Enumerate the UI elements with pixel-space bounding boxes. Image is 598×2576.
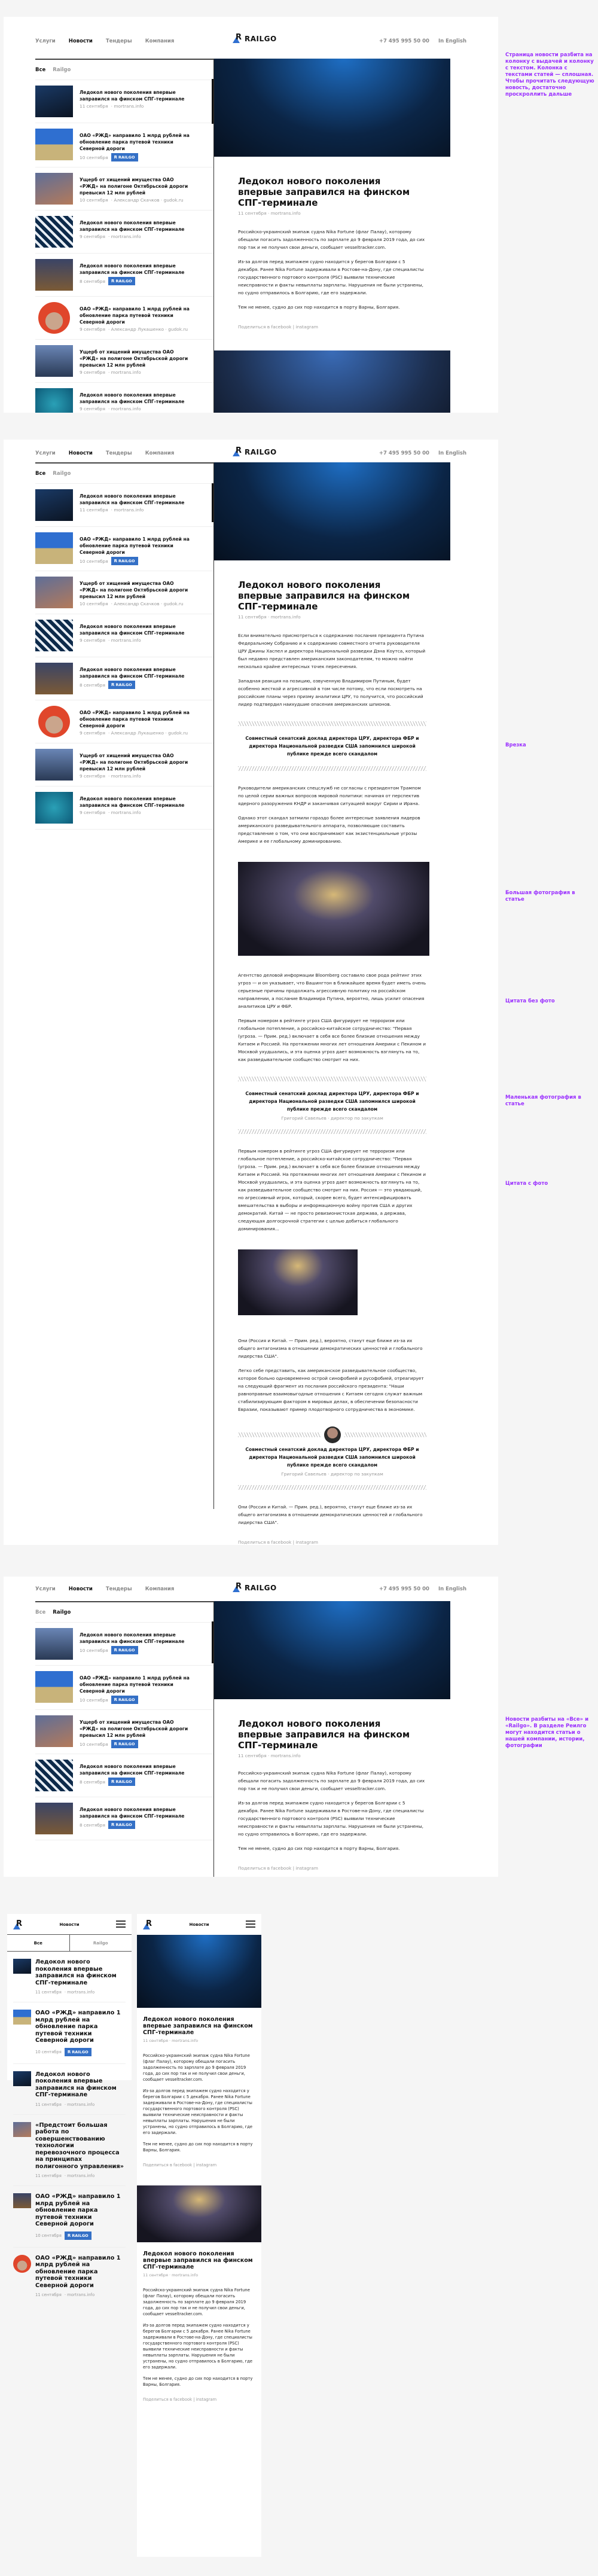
- list-item[interactable]: Ущерб от хищений имущества ОАО «РЖД» на полигоне Октябрьской дороги превысил 12 млн рублей 9 сентября · mortrans.info: [35, 743, 213, 786]
- header: Услуги Новости Тендеры Компания R RAILGO +7 495 995 50 00 In English: [35, 440, 498, 481]
- list-item[interactable]: Ледокол нового поколения впервые заправился на финском СПГ-терминале 9 сентября · mortrans.info: [35, 614, 213, 657]
- nav-services[interactable]: Услуги: [35, 38, 56, 44]
- quote-avatar: [324, 1426, 341, 1443]
- list-item[interactable]: ОАО «РЖД» направило 1 млрд рублей на обновление парка путевой техники Северной дороги 10 сентября R RAILGO: [35, 527, 213, 571]
- list-item[interactable]: Ледокол нового поколения впервые заправился на финском СПГ-терминале 11 сентября · mortrans.info: [35, 80, 213, 123]
- mobile-list-frame: R Новости Все Railgo Ледокол нового поколения впервые заправился на финском СПГ-терминале 11 сентября · mortrans.info ОАО «РЖД» направило 1 млрд рублей на обновление парка путевой техники Северной дороги 10 сентября R RAILGO Ледокол нового поколения впервые заправился на финском СПГ-терминале 11 сентября · mortrans.info «Предстоит большая работа по совершенствованию технологии перевозочного процесса на принципах полигонного управления» 11 сентября · mortrans.info ОАО «РЖД» направило 1 млрд рублей на обновление парка путевой техники Северной дороги 10 сентября R RAILGO ОАО «РЖД» направило 1 млрд рублей на обновление парка путевой техники Северной дороги 11 сентября · mortrans.info: [7, 1914, 132, 2080]
- list-item[interactable]: Ледокол нового поколения впервые заправился на финском СПГ-терминале 8 сентября R RAILGO: [35, 1797, 213, 1840]
- nav-tenders[interactable]: Тендеры: [105, 38, 132, 44]
- list-item[interactable]: Ледокол нового поколения впервые заправился на финском СПГ-терминале 8 сентября R RAILGO: [35, 657, 213, 700]
- list-item[interactable]: Ущерб от хищений имущества ОАО «РЖД» на полигоне Октябрьской дороги превысил 12 млн рублей 10 сентября · Александр Скачков · gudok.ru: [35, 167, 213, 211]
- share-facebook[interactable]: Поделиться в facebook: [238, 324, 292, 330]
- news-list: Все Railgo Ледокол нового поколения впервые заправился на финском СПГ-терминале 10 сентября R RAILGO ОАО «РЖД» направило 1 млрд рублей на обновление парка путевой техники Северной дороги 10 сентября R RAILGO Ущерб от хищений имущества ОАО «РЖД» на полигоне Октябрьской дороги превысил 12 млн рублей 10 сентября R RAILGO Ледокол нового поколения впервые заправился на финском СПГ-терминале 8 сентября R RAILGO Ледокол нового поколения впервые заправился на финском СПГ-терминале 8 сентября R RAILGO: [35, 1601, 213, 1840]
- list-item[interactable]: ОАО «РЖД» направило 1 млрд рублей на обновление парка путевой техники Северной дороги 11 сентября · mortrans.info: [13, 2248, 126, 2305]
- avatar: [38, 302, 70, 334]
- list-item[interactable]: Ледокол нового поколения впервые заправился на финском СПГ-терминале 8 сентября R RAILGO: [35, 1754, 213, 1797]
- article-large-photo: [238, 862, 429, 956]
- mobile-article-frame: R Новости Ледокол нового поколения впервые заправился на финском СПГ-терминале 11 сентября · mortrans.info Российско-украинский экипаж судна Nika Fortune (флаг Палау), которому обещали погасить задолженность по зарплате до 9 февраля 2019 года, до сих пор так и не получил свои деньги, сообщает vesseltracker.com. Из-за долгов перед экипажем судно находится у берегов Болгарии с 5 декабря. Ранее Nika Fortune задерживали в Ростове-на-Дону, где специалисты государственного портового контроля (PSC) выявили технические неисправности и факты невыплаты зарплаты. Нарушения не были устранены, но судно отправилось в Болгарию, где его задержали. Тем не менее, судно до сих пор находится в порту Варны, Болгария. Поделиться в facebook | instagram Ледокол нового поколения впервые заправился на финском СПГ-терминале 11 сентября · mortrans.info Российско-украинский экипаж судна Nika Fortune (флаг Палау), которому обещали погасить задолженность по зарплате до 9 февраля 2019 года, до сих пор так и не получил свои деньги, сообщает vesseltracker.com. Из-за долгов перед экипажем судно находится у берегов Болгарии с 5 декабря. Ранее Nika Fortune задерживали в Ростове-на-Дону, где специалисты государственного портового контроля (PSC) выявили технические неисправности и факты невыплаты зарплаты. Нарушения не были устранены, но судно отправилось в Болгарию, где его задержали. Тем не менее, судно до сих пор находится в порту Варны, Болгария. Поделиться в facebook | instagram: [137, 1914, 261, 2557]
- list-scrollbar[interactable]: [212, 483, 213, 522]
- next-article-image: [214, 350, 450, 413]
- thumb-image: [35, 216, 73, 248]
- share-instagram[interactable]: instagram: [295, 324, 318, 330]
- list-item[interactable]: Ледокол нового поколения впервые заправился на финском СПГ-терминале 11 сентября · mortrans.info: [35, 484, 213, 527]
- list-item[interactable]: ОАО «РЖД» направило 1 млрд рублей на обновление парка путевой техники Северной дороги 9 сентября · Александр Лукашенко · gudok.ru: [35, 297, 213, 340]
- thumb-image: [35, 388, 73, 413]
- article-small-photo: [238, 1249, 358, 1315]
- tab-all[interactable]: Все: [35, 66, 46, 73]
- quote-author: Григорий Савельев · директор по закупкам: [281, 1115, 383, 1121]
- railgo-logo-icon: [233, 35, 242, 43]
- thumb-image: [35, 173, 73, 205]
- thumb-image: [35, 345, 73, 377]
- quote-text: Совместный сенатский доклад директора ЦРУ, директора ФБР и директора Национальной разведки США запомнился широкой публике прежде всего скандалом: [245, 1091, 419, 1112]
- news-list: [35, 59, 213, 413]
- inset-block: Совместный сенатский доклад директора ЦРУ, директора ФБР и директора Национальной разведки США запомнился широкой публике прежде всего скандалом: [245, 736, 419, 757]
- share-facebook[interactable]: Поделиться в facebook: [238, 1539, 292, 1545]
- lang-switch[interactable]: In English: [438, 38, 466, 44]
- hatch-divider: [238, 1485, 426, 1490]
- thumb-image: [35, 259, 73, 291]
- article-column: Ледокол нового поколения впервые заправился на финском СПГ-терминале 11 сентября · mortrans.info Российско-украинский экипаж судна Nika Fortune (флаг Палау), которому обещали погасить задолженность по зарплате до 9 февраля 2019 года, до сих пор так и не получил свои деньги, сообщает vesseltracker.com. Из-за долгов перед экипажем судно находится у берегов Болгарии с 5 декабря. Ранее Nika Fortune задерживали в Ростове-на-Дону, где специалисты государственного портового контроля (PSC) выявили технические неисправности и факты невыплаты зарплаты. Нарушения не были устранены, но судно отправилось в Болгарию, где его задержали. Тем не менее, судно до сих пор находится в порту Варны, Болгария. Поделиться в facebook | instagram: [214, 59, 450, 413]
- annotation-large-photo: Большая фотография в статье: [505, 890, 575, 903]
- desktop-frame-1: [4, 17, 498, 413]
- list-item[interactable]: Ледокол нового поколения впервые заправился на финском СПГ-терминале 11 сентября · mortrans.info: [13, 1952, 126, 2002]
- list-scrollbar[interactable]: [212, 1621, 213, 1663]
- list-item[interactable]: Ледокол нового поколения впервые заправился на финском СПГ-терминале 9 сентября · mortrans.info: [35, 786, 213, 830]
- nav-company[interactable]: Компания: [145, 38, 175, 44]
- article-column: Ледокол нового поколения впервые заправился на финском СПГ-терминале 11 сентября · mortrans.info Российско-украинский экипаж судна Nika Fortune (флаг Палау), которому обещали погасить задолженность по зарплате до 9 февраля 2019 года, до сих пор так и не получил свои деньги, сообщает vesseltracker.com. Из-за долгов перед экипажем судно находится у берегов Болгарии с 5 декабря. Ранее Nika Fortune задерживали в Ростове-на-Дону, где специалисты государственного портового контроля (PSC) выявили технические неисправности и факты невыплаты зарплаты. Нарушения не были устранены, но судно отправилось в Болгарию, где его задержали. Тем не менее, судно до сих пор находится в порту Варны, Болгария. Поделиться в facebook | instagram: [214, 1601, 450, 1871]
- list-item[interactable]: Ледокол нового поколения впервые заправился на финском СПГ-терминале 9 сентября · mortrans.info: [35, 383, 213, 413]
- phone-link[interactable]: +7 495 995 50 00: [379, 38, 429, 44]
- list-item[interactable]: Ледокол нового поколения впервые заправился на финском СПГ-терминале 9 сентября · mortrans.info: [35, 211, 213, 254]
- tab-railgo[interactable]: Railgo: [53, 66, 71, 73]
- thumb-image: [35, 129, 73, 160]
- share-links: Поделиться в facebook | instagram: [238, 324, 318, 330]
- header: [35, 17, 498, 59]
- list-item[interactable]: ОАО «РЖД» направило 1 млрд рублей на обновление парка путевой техники Северной дороги 10 сентября R RAILGO: [13, 2002, 126, 2064]
- hatch-divider: [238, 1129, 426, 1134]
- annotation-quote-photo: Цитата с фото: [505, 1181, 548, 1187]
- menu-icon[interactable]: [246, 1920, 255, 1928]
- list-item[interactable]: Ущерб от хищений имущества ОАО «РЖД» на полигоне Октябрьской дороги превысил 12 млн рублей 10 сентября R RAILGO: [35, 1710, 213, 1754]
- railgo-badge: R RAILGO: [108, 277, 135, 285]
- railgo-badge: R RAILGO: [111, 153, 138, 161]
- list-item[interactable]: ОАО «РЖД» направило 1 млрд рублей на обновление парка путевой техники Северной дороги 10 сентября R RAILGO: [13, 2186, 126, 2248]
- thumb-image: [35, 86, 73, 117]
- main-nav: [35, 38, 174, 44]
- tab-all[interactable]: Все: [33, 1940, 42, 1946]
- list-scrollbar[interactable]: [212, 79, 213, 124]
- hatch-divider: [238, 721, 426, 726]
- tab-railgo[interactable]: Railgo: [69, 1935, 132, 1951]
- share-instagram[interactable]: instagram: [295, 1539, 318, 1545]
- article-hero-image: [137, 1935, 261, 2008]
- list-item[interactable]: ОАО «РЖД» направило 1 млрд рублей на обновление парка путевой техники Северной дороги 10 сентября R RAILGO: [35, 1666, 213, 1710]
- annotation-layout: Страница новости разбита на колонку с выдачей и колонку с текстом. Колонка с текстами статей — сплошная. Чтобы прочитать следующую новость, достаточно проскроллить дальше: [505, 52, 594, 97]
- list-item[interactable]: «Предстоит большая работа по совершенствованию технологии перевозочного процесса на принципах полигонного управления» 11 сентября · mortrans.info: [13, 2115, 126, 2187]
- news-list: Все Railgo Ледокол нового поколения впервые заправился на финском СПГ-терминале 11 сентября · mortrans.info ОАО «РЖД» направило 1 млрд рублей на обновление парка путевой техники Северной дороги 10 сентября R RAILGO Ущерб от хищений имущества ОАО «РЖД» на полигоне Октябрьской дороги превысил 12 млн рублей 10 сентября · Александр Скачков · gudok.ru Ледокол нового поколения впервые заправился на финском СПГ-терминале 9 сентября · mortrans.info Ледокол нового поколения впервые заправился на финском СПГ-терминале 8 сентября R RAILGO ОАО «РЖД» направило 1 млрд рублей на обновление парка путевой техники Северной дороги 9 сентября · Александр Лукашенко · gudok.ru Ущерб от хищений имущества ОАО «РЖД» на полигоне Октябрьской дороги превысил 12 млн рублей 9 сентября · mortrans.info Ледокол нового поколения впервые заправился на финском СПГ-терминале 9 сентября · mortrans.info: [35, 462, 213, 830]
- logo[interactable]: R RAILGO: [233, 35, 277, 43]
- hatch-divider: [238, 766, 426, 771]
- annotation-small-photo: Маленькая фотография в статье: [505, 1095, 581, 1107]
- annotation-tabs: Новости разбиты на «Все» и «Railgo». В разделе Реилго могут находится статьи о нашей компании, истории, фотографии: [505, 1717, 589, 1749]
- list-item[interactable]: ОАО «РЖД» направило 1 млрд рублей на обновление парка путевой техники Северной дороги 9 сентября · Александр Лукашенко · gudok.ru: [35, 700, 213, 743]
- list-item[interactable]: Ущерб от хищений имущества ОАО «РЖД» на полигоне Октябрьской дороги превысил 12 млн рублей 10 сентября · Александр Скачков · gudok.ru: [35, 571, 213, 614]
- article-title: Ледокол нового поколения впервые заправился на финском СПГ-терминале: [238, 176, 410, 208]
- annotation-quote: Цитата без фото: [505, 998, 555, 1004]
- desktop-frame-3: Услуги Новости Тендеры Компания R RAILGO +7 495 995 50 00 In English Все Railgo Ледокол нового поколения впервые заправился на финском СПГ-терминале 10 сентября R RAILGO ОАО «РЖД» направило 1 млрд рублей на обновление парка путевой техники Северной дороги 10 сентября R RAILGO Ущерб от хищений имущества ОАО «РЖД» на полигоне Октябрьской дороги превысил 12 млн рублей 10 сентября R RAILGO Ледокол нового поколения впервые заправился на финском СПГ-терминале 8 сентября R RAILGO Ледокол нового поколения впервые заправился на финском СПГ-терминале 8 сентября R RAILGO Ледокол нового поколения впервые заправился на финском СПГ-терминале 11 сентября · mortrans.info Российско-украинский экипаж судна Nika Fortune (флаг Палау), которому обещали погасить задолженность по зарплате до 9 февраля 2019 года, до сих пор так и не получил свои деньги, сообщает vesseltracker.com. Из-за долгов перед экипажем судно находится у берегов Болгарии с 5 декабря. Ранее Nika Fortune задерживали в Ростове-на-Дону, где специалисты государственного портового контроля (PSC) выявили технические неисправности и факты невыплаты зарплаты. Нарушения не были устранены, но судно отправилось в Болгарию, где его задержали. Тем не менее, судно до сих пор находится в порту Варны, Болгария. Поделиться в facebook | instagram: [4, 1577, 498, 1877]
- next-article-image: [137, 2185, 261, 2242]
- list-item[interactable]: Ледокол нового поколения впервые заправился на финском СПГ-терминале 11 сентября · mortrans.info: [13, 2064, 126, 2115]
- railgo-logo-icon: [233, 1584, 242, 1592]
- list-item[interactable]: Ледокол нового поколения впервые заправился на финском СПГ-терминале 8 сентября R RAILGO: [35, 254, 213, 297]
- railgo-logo-icon: [233, 448, 242, 456]
- list-item[interactable]: Ущерб от хищений имущества ОАО «РЖД» на полигоне Октябрьской дороги превысил 12 млн рублей 9 сентября · mortrans.info: [35, 340, 213, 383]
- list-item[interactable]: ОАО «РЖД» направило 1 млрд рублей на обновление парка путевой техники Северной дороги 10 сентября R RAILGO: [35, 123, 213, 167]
- nav-news[interactable]: Новости: [68, 38, 93, 44]
- menu-icon[interactable]: [116, 1920, 126, 1928]
- article-hero-image: [214, 59, 450, 157]
- desktop-frame-2: [4, 440, 498, 1545]
- article-hero-image: [214, 462, 450, 560]
- annotation-inset: Врезка: [505, 742, 526, 748]
- list-item[interactable]: Ледокол нового поколения впервые заправился на финском СПГ-терминале 10 сентября R RAILGO: [35, 1623, 213, 1666]
- hatch-divider: [238, 1077, 426, 1081]
- article-column: Ледокол нового поколения впервые заправился на финском СПГ-терминале 11 сентября · mortrans.info Если внимательно присмотреться к содержанию послания президента Путина Федеральному Собранию и к содержанию совместного отчета руководителя ЦРУ Джины Хаспел и директора Национальной разведки Дэна Коутса, который был недавно представлен американским законодателям, то можно найти несколько крайне интересных точек пересечения. Западная реакция на позицию, озвученную Владимиром Путиным, будет особенно жесткой и агрессивной в том числе потому, что если посмотреть на российские планы через призму аналитики ЦРУ, то получится, что российский лидер подтвердил наихудшие опасения американских шпионов. Совместный сенатский доклад директора ЦРУ, директора ФБР и директора Национальной разведки США запомнился широкой публике прежде всего скандалом Руководители американских спецслужб не согласны с президентом Трампом по целой серии важных вопросов мировой политики: начиная от перспектив ядерного разоружения КНДР и заканчивая ситуацией вокруг Сирии и Ирана. Однако этот скандал затмили гораздо более интересные заявления лидеров американского разведывательного аппарата, позволяющие составить представление о том, что они воспринимают как экзистенциальные угрозы Америке и ее глобальному доминированию. Агентство деловой информации Bloomberg составило свое рода рейтинг этих угроз — и он указывает, что Вашингтон в ближайшее время будет иметь очень серьезные причины продолжать агрессивную политику на российском направлении, а послание Владимира Путина, вероятно, лишь усилит опасения аналитиков ЦРУ и ФБР. Первым номером в рейтинге угроз США фигурирует не терроризм или глобальное потепление, а российско-китайское сотрудничество: "Первая (угроза. — Прим. ред.) включает в себя все более близкие отношения между Китаем и Россией. На протяжении многих лет отношения Америки с Пекином и Москвой ухудшались, и эта оценка угроз дает возможность взглянуть на то, как разведывательное сообщество смотрит на них. Совместный сенатский доклад директора ЦРУ, директора ФБР и директора Национальной разведки США запомнился широкой публике прежде всего скандалом Григорий Савельев · директор по закупкам Первым номером в рейтинге угроз США фигурирует не терроризм или глобальное потепление, а российско-китайское сотрудничество: "Первая (угроза. — Прим. ред.) включает в себя все более близкие отношения между Китаем и Россией. На протяжении многих лет отношения Америки с Пекином и Москвой ухудшались, и эта оценка угроз дает возможность взглянуть на то, как разведывательное сообщество смотрит на них. Россия — это увядающий, но агрессивный игрок, который, скорее всего, будет интенсифицировать вмешательства в выборы и информационную войну против США и других демократий. Китай — не просто ревизионистская держава, а держава, следующая долгосрочной стратегии с целью добиться глобального доминирования... Они (Россия и Китай. — Прим. ред.), вероятно, станут еще ближе из-за их общего антагонизма в отношении демократических ценностей и глобального лидерства США". Легко себе представить, как американское разведывательное сообщество, которое больно одновременно острой синофобией и русофобией, отреагирует на следующий фрагмент из послания российского президента: "Наши равноправные взаимовыгодные отношения с Китаем сегодня служат важным стабилизирующим фактором в мировых делах, в обеспечении безопасности Евразии, показывают пример плодотворного сотрудничества в экономике. Совместный сенатский доклад директора ЦРУ, директора ФБР и директора Национальной разведки США запомнился широкой публике прежде всего скандалом Григорий Савельев · директор по закупкам Они (Россия и Китай. — Прим. ред.), вероятно, станут еще ближе из-за их общего антагонизма в отношении демократических ценностей и глобального лидерства США". Поделиться в facebook | instagram: [214, 462, 450, 1545]
